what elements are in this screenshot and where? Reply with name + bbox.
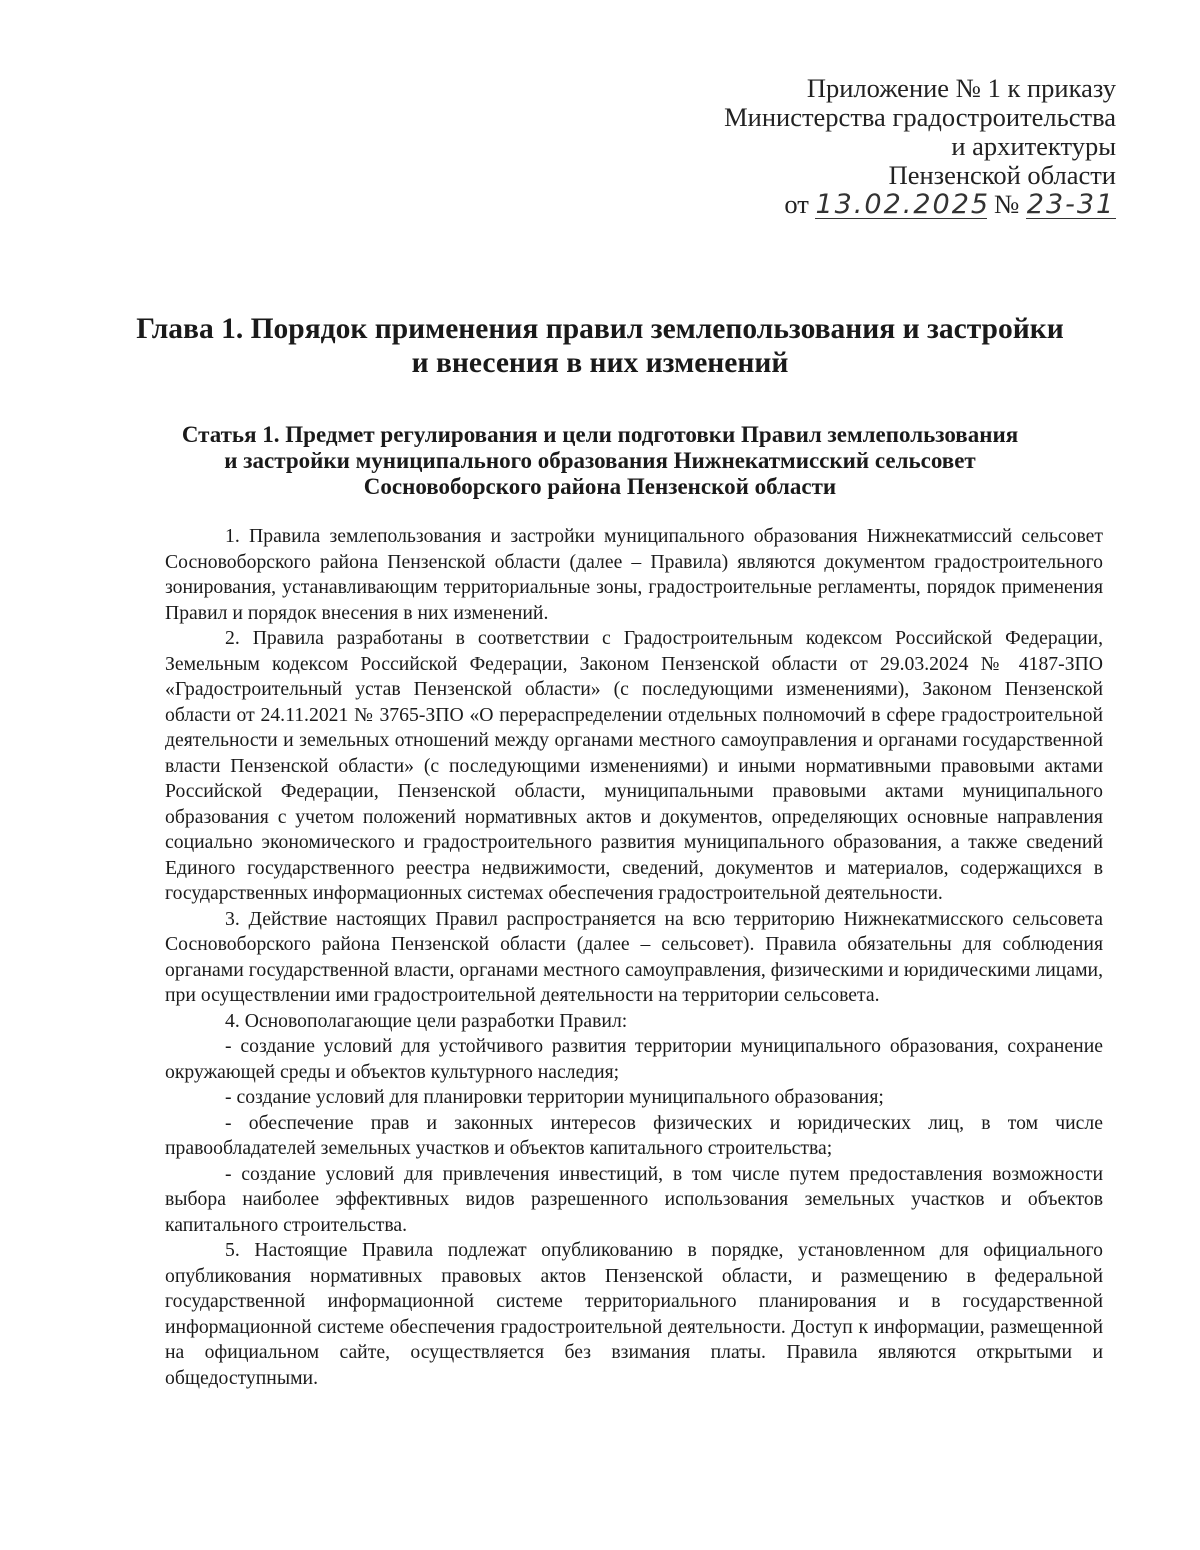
article-title-line-2: и застройки муниципального образования Нижнекатмисский сельсовет (224, 448, 976, 473)
chapter-title-line-2: и внесения в них изменений (411, 347, 789, 379)
paragraph: 4. Основополагающие цели разработки Правил: (225, 1009, 628, 1032)
list-item: - создание условий для устойчивого развития территории муниципального образования, сохранение окружающей среды и объектов культурного наследия; (165, 1035, 1103, 1083)
list-item: - создание условий для привлечения инвестиций, в том числе путем предоставления возможности выбора наиболее эффективных видов разрешенного использования земельных участков и объектов капитального строительства. (165, 1162, 1103, 1236)
paragraph: 1. Правила землепользования и застройки муниципального образования Нижнекатмиссий сельсовет Сосновоборского района Пензенской области (далее – Правила) являются документом градостроительного зонирования, устанавливающим территориальные зоны, градостроительные регламенты, порядок применения Правил и порядок внесения в них изменений. (165, 525, 1103, 624)
appendix-line-2: Министерства градостроительства (724, 102, 1116, 132)
appendix-line-1: Приложение № 1 к приказу (806, 73, 1116, 103)
paragraph: 5. Настоящие Правила подлежат опубликованию в порядке, установленном для официального опубликования нормативных правовых актов Пензенской области, и размещению в федеральной государственной информационной системе территориального планирования и в государственной информационной системе обеспечения градостроительной деятельности. Доступ к информации, размещенной на официальном сайте, осуществляется без взимания платы. Правила являются открытыми и общедоступными. (165, 1239, 1103, 1389)
article-title (100, 422, 1100, 500)
order-date-number-line (556, 190, 1116, 219)
handwritten-number: 23-31 (1026, 189, 1116, 220)
article-title-line-3: Сосновоборского района Пензенской области (363, 474, 837, 499)
appendix-line-3: и архитектуры (951, 131, 1116, 161)
list-item: - обеспечение прав и законных интересов физических и юридических лиц, в том числе правообладателей земельных участков и объектов капитального строительства; (165, 1111, 1103, 1159)
chapter-title (100, 312, 1100, 380)
from-label: от (784, 189, 809, 219)
handwritten-date: 13.02.2025 (815, 189, 991, 220)
chapter-title-line-1: Глава 1. Порядок применения правил землепользования и застройки (136, 313, 1064, 345)
paragraph: 2. Правила разработаны в соответствии с Градостроительным кодексом Российской Федерации, Земельным кодексом Российской Федерации, Законом Пензенской области от 29.03.2024 № 4187-ЗПО «Градостроительный устав Пензенской области» (с последующими изменениями), Законом Пензенской области от 24.11.2021 № 3765-ЗПО «О перераспределении отдельных полномочий в сфере градостроительной деятельности и земельных отношений между органами местного самоуправления и органами государственной власти Пензенской области» (с последующими изменениями) и иными нормативными правовыми актами Российской Федерации, Пензенской области, муниципальными правовыми актами муниципального образования с учетом положений нормативных актов и документов, определяющих основные направления социально экономического и градостроительного развития муниципального образования, а также сведений Единого государственного реестра недвижимости, сведений, документов и материалов, содержащихся в государственных информационных системах обеспечения градостроительной деятельности. (165, 627, 1103, 904)
paragraph: 3. Действие настоящих Правил распространяется на всю территорию Нижнекатмисского сельсовета Сосновоборского района Пензенской области (далее – сельсовет). Правила обязательны для соблюдения органами государственной власти, органами местного самоуправления, физическими и юридическими лицами, при осуществлении ими градостроительной деятельности на территории сельсовета. (165, 907, 1103, 1006)
list-item: - создание условий для планировки территории муниципального образования; (225, 1086, 884, 1108)
number-label: № (994, 189, 1020, 219)
article-title-line-1: Статья 1. Предмет регулирования и цели подготовки Правил землепользования (181, 422, 1019, 447)
appendix-line-4: Пензенской области (888, 160, 1116, 190)
appendix-header (556, 74, 1116, 219)
article-body (165, 524, 1103, 1391)
